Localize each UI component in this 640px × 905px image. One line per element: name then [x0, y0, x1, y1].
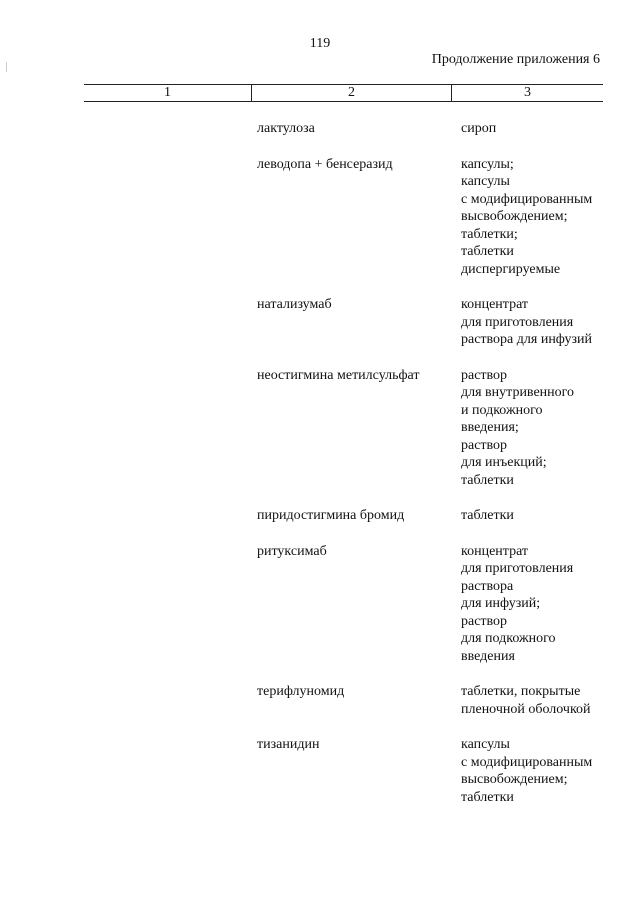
dosage-forms: [461, 736, 592, 806]
dosage-form-line: для приготовления: [461, 314, 574, 330]
scan-margin-mark: [6, 62, 7, 72]
dosage-forms: [461, 543, 573, 666]
table-row: [0, 367, 640, 490]
drug-name: лактулоза: [257, 121, 315, 136]
column-header-1: 1: [164, 85, 171, 100]
continuation-label: Продолжение приложения 6: [431, 52, 600, 67]
drug-name: неостигмина метилсульфат: [257, 367, 420, 383]
dosage-form-line: таблетки: [461, 472, 514, 488]
drug-name: натализумаб: [257, 297, 332, 312]
dosage-form-line: высвобождением;: [461, 209, 568, 224]
dosage-forms: [461, 156, 592, 279]
dosage-forms: [461, 367, 574, 490]
dosage-form-line: раствора: [461, 578, 514, 594]
drug-name: леводопа + бенсеразид: [257, 156, 393, 172]
dosage-form-line: таблетки, покрытые: [461, 684, 581, 699]
table-row: [0, 296, 640, 349]
dosage-forms: [461, 507, 514, 525]
table-row: [0, 156, 640, 279]
dosage-forms: [461, 120, 496, 138]
dosage-form-line: таблетки: [461, 244, 514, 259]
column-header-3: 3: [524, 85, 531, 100]
drug-name: терифлуномид: [257, 684, 345, 699]
dosage-form-line: для приготовления: [461, 561, 574, 576]
dosage-form-line: и подкожного: [461, 402, 543, 418]
dosage-form-line: раствор: [461, 613, 508, 629]
dosage-form-line: высвобождением;: [461, 772, 568, 787]
dosage-form-line: для подкожного: [461, 631, 556, 646]
dosage-form-line: сироп: [461, 121, 497, 136]
page-number: 119: [309, 36, 331, 51]
dosage-form-line: введения;: [461, 420, 519, 435]
dosage-form-line: для инфузий;: [461, 596, 541, 611]
table-row: [0, 736, 640, 806]
dosage-form-line: с модифицированным: [461, 754, 593, 770]
dosage-form-line: раствор: [461, 437, 508, 453]
dosage-form-line: пленочной оболочкой: [461, 701, 591, 717]
dosage-form-line: концентрат: [461, 543, 529, 559]
dosage-form-line: введения: [461, 648, 515, 664]
dosage-form-line: таблетки: [461, 508, 514, 523]
dosage-forms: [461, 683, 591, 718]
dosage-form-line: капсулы: [461, 737, 510, 752]
dosage-form-line: раствор: [461, 367, 508, 383]
table-body: [0, 120, 640, 824]
table-row: [0, 543, 640, 666]
drug-name: тизанидин: [257, 737, 320, 752]
drug-name: пиридостигмина бромид: [257, 508, 405, 523]
column-header-2: 2: [348, 85, 355, 100]
dosage-form-line: диспергируемые: [461, 261, 561, 277]
dosage-form-line: капсулы: [461, 174, 510, 189]
dosage-form-line: для внутривенного: [461, 385, 575, 400]
table-row: [0, 683, 640, 718]
dosage-form-line: раствора для инфузий: [461, 332, 593, 347]
table-header: [84, 84, 603, 102]
dosage-form-line: таблетки;: [461, 226, 518, 242]
drug-name: ритуксимаб: [257, 543, 327, 559]
dosage-form-line: капсулы;: [461, 156, 514, 172]
dosage-form-line: для инъекций;: [461, 455, 547, 470]
dosage-forms: [461, 296, 592, 349]
table-row: [0, 120, 640, 138]
dosage-form-line: концентрат: [461, 297, 529, 312]
table-row: [0, 507, 640, 525]
dosage-form-line: с модифицированным: [461, 191, 593, 207]
dosage-form-line: таблетки: [461, 789, 514, 805]
